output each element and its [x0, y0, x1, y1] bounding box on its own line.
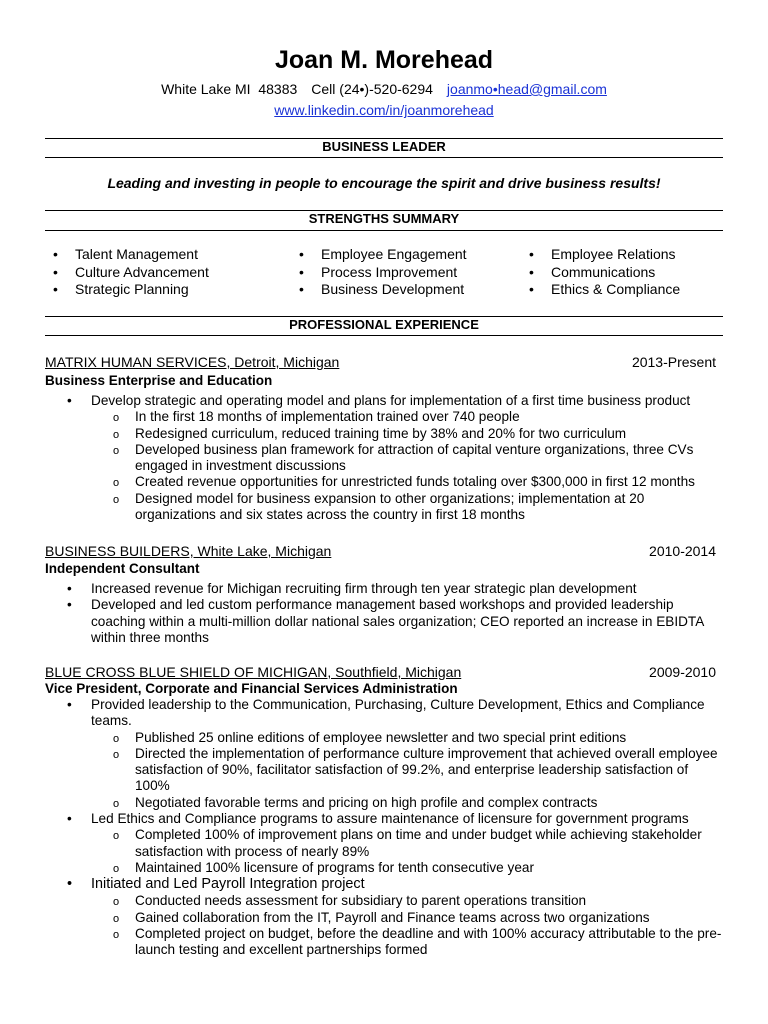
sub-item: o Redesigned curriculum, reduced training time by 38% and 20% for two curriculum: [91, 426, 725, 442]
sub-item: o Conducted needs assessment for subsidiary to parent operations transition: [91, 893, 725, 909]
job-bullets: [45, 581, 725, 646]
list-item: • Increased revenue for Michigan recruiting firm through ten year strategic plan development: [45, 581, 725, 597]
bullet-text: Initiated and Led Payroll Integration project: [91, 876, 365, 893]
sub-item: o Completed 100% of improvement plans on time and under budget while achieving stakeholder satisfaction with process of nearly 89%: [91, 827, 725, 860]
sub-item: o Gained collaboration from the IT, Payroll and Finance teams across two organizations: [91, 910, 725, 926]
strength-item: • Strategic Planning: [45, 281, 209, 299]
sub-item: o Created revenue opportunities for unrestricted funds totaling over $300,000 in first 12 months: [91, 474, 725, 490]
list-item: [45, 811, 725, 876]
list-item: • Developed and led custom performance management based workshops and provided leadership coaching within a multi-million dollar national sales organization; CEO reported an increase in EBIDTA within three months: [45, 597, 725, 646]
strength-item: • Talent Management: [45, 246, 209, 264]
divider: [45, 157, 723, 158]
sub-item: o Directed the implementation of performance culture improvement that achieved overall employee satisfaction of 90%, facilitator satisfaction of 99.2%, and enterprise leadership satisfaction of 100%: [91, 746, 725, 795]
strength-item: • Employee Relations: [521, 246, 680, 264]
linkedin-link[interactable]: www.linkedin.com/in/joanmorehead: [274, 102, 494, 118]
job-title: Vice President, Corporate and Financial Services Administration: [45, 681, 458, 696]
divider: [45, 230, 723, 231]
sub-list: [91, 730, 725, 811]
strength-item: • Culture Advancement: [45, 264, 209, 282]
sub-item: o In the first 18 months of implementation trained over 740 people: [91, 409, 725, 425]
job-dates: 2009-2010: [649, 664, 716, 680]
job-title: Independent Consultant: [45, 561, 200, 576]
job-bullets: [45, 697, 725, 958]
strength-item: • Ethics & Compliance: [521, 281, 680, 299]
job-dates: 2010-2014: [649, 543, 716, 559]
list-item: [45, 393, 725, 523]
job-title: Business Enterprise and Education: [45, 373, 273, 388]
strength-item: • Business Development: [291, 281, 467, 299]
company-name: BUSINESS BUILDERS, White Lake, Michigan: [45, 543, 332, 559]
sub-item: o Published 25 online editions of employee newsletter and two special print editions: [91, 730, 725, 746]
strength-item: • Communications: [521, 264, 680, 282]
job-header: [45, 542, 716, 560]
sub-item: o Maintained 100% licensure of programs for tenth consecutive year: [91, 860, 725, 876]
strengths-column: [291, 246, 467, 299]
job-header: [45, 663, 716, 681]
job-header: [45, 353, 716, 371]
strength-item: • Process Improvement: [291, 264, 467, 282]
section-heading-strengths: STRENGTHS SUMMARY: [308, 211, 460, 226]
sub-list: [91, 409, 725, 523]
company-name: BLUE CROSS BLUE SHIELD OF MICHIGAN, Southfield, Michigan: [45, 664, 462, 680]
sub-list: [91, 827, 725, 876]
location-text: White Lake MI 48383: [161, 81, 298, 97]
sub-item: o Designed model for business expansion to other organizations; implementation at 20 organizations and six states across the country in first 18 months: [91, 491, 725, 524]
section-heading-experience: PROFESSIONAL EXPERIENCE: [289, 317, 479, 332]
divider: [45, 335, 723, 336]
bullet-text: Develop strategic and operating model and plans for implementation of a first time business product: [91, 393, 691, 408]
candidate-name: Joan M. Morehead: [274, 46, 494, 74]
list-item: [45, 876, 725, 958]
strengths-list: [45, 246, 725, 306]
phone-text: Cell (24•)-520-6294: [311, 81, 433, 97]
linkedin-row: [0, 101, 768, 119]
section-heading-business-leader: BUSINESS LEADER: [322, 139, 446, 154]
strengths-column: [45, 246, 209, 299]
tagline: Leading and investing in people to encourage the spirit and drive business results!: [107, 175, 661, 191]
job-dates: 2013-Present: [631, 354, 716, 370]
sub-list: [91, 893, 725, 958]
sub-item: o Developed business plan framework for attraction of capital venture organizations, three CVs engaged in investment discussions: [91, 442, 725, 475]
bullet-text: Led Ethics and Compliance programs to assure maintenance of licensure for government programs: [91, 811, 689, 827]
strengths-column: [521, 246, 680, 299]
sub-item: o Negotiated favorable terms and pricing on high profile and complex contracts: [91, 795, 725, 811]
sub-item: o Completed project on budget, before the deadline and with 100% accuracy attributable to the pre-launch testing and excellent partnerships formed: [91, 926, 725, 959]
strength-item: • Employee Engagement: [291, 246, 467, 264]
bullet-text: Provided leadership to the Communication, Purchasing, Culture Development, Ethics and Compliance teams.: [91, 697, 705, 729]
company-name: MATRIX HUMAN SERVICES, Detroit, Michigan: [45, 354, 340, 370]
email-link[interactable]: joanmo•head@gmail.com: [446, 81, 607, 97]
list-item: [45, 697, 725, 811]
job-bullets: [45, 393, 725, 523]
contact-line: [0, 80, 768, 98]
